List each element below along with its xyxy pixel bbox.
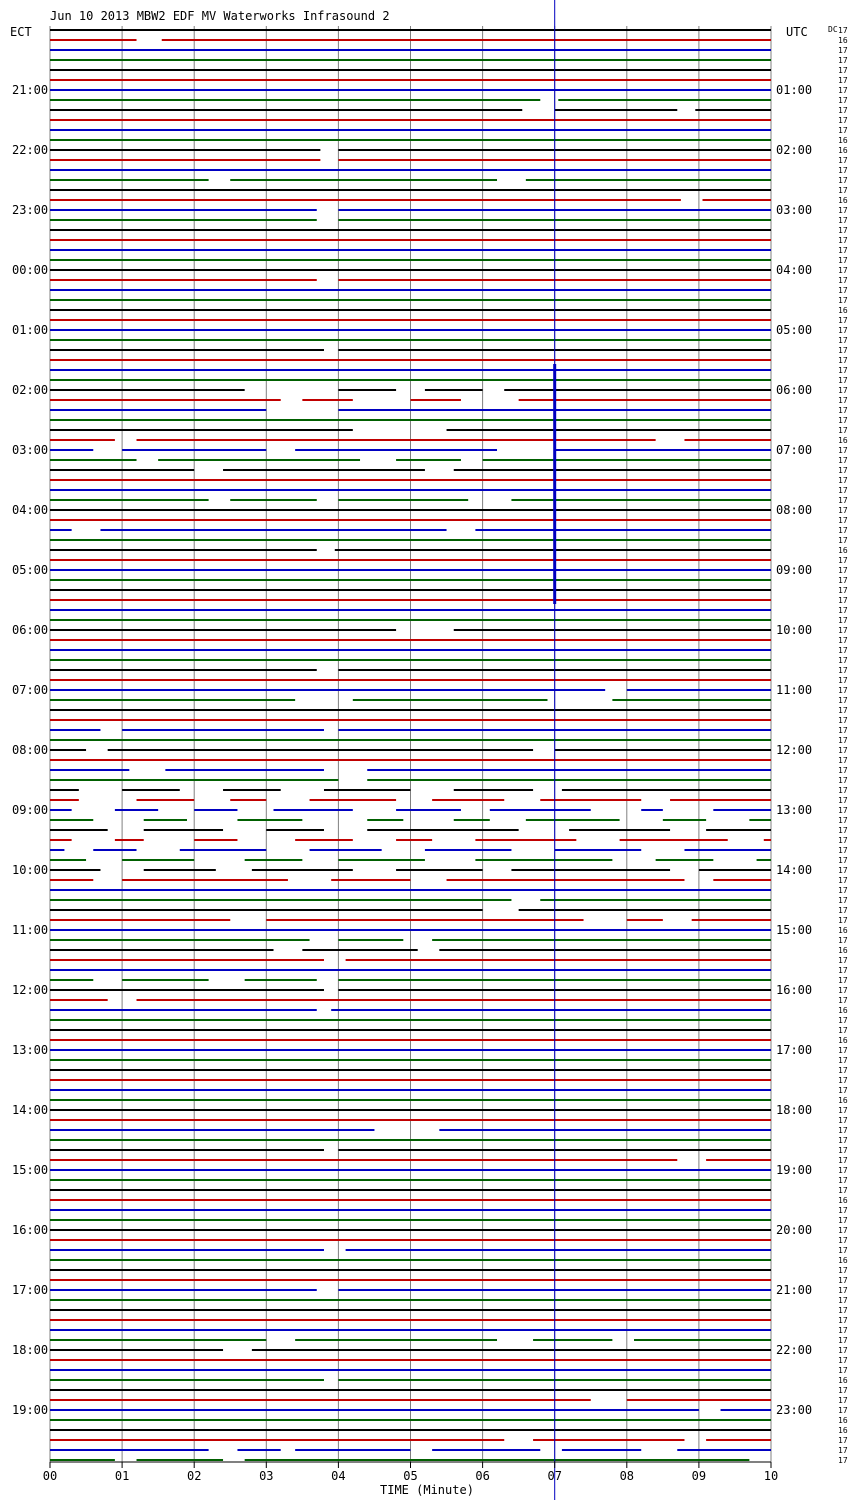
left-hour-labels xyxy=(12,83,48,1417)
dc-value: 16 xyxy=(838,146,848,155)
dc-value: 17 xyxy=(838,266,848,275)
dc-value: 17 xyxy=(838,1266,848,1275)
dc-value: 16 xyxy=(838,1096,848,1105)
dc-value: 17 xyxy=(838,1296,848,1305)
dc-value: 17 xyxy=(838,616,848,625)
left-hour-label: 08:00 xyxy=(12,743,49,757)
dc-value: 17 xyxy=(838,1066,848,1075)
dc-value: 17 xyxy=(838,1186,848,1195)
dc-value: 17 xyxy=(838,1316,848,1325)
dc-value: 17 xyxy=(838,366,848,375)
dc-value: 17 xyxy=(838,486,848,495)
dc-label: DC xyxy=(828,25,838,34)
dc-value: 17 xyxy=(838,596,848,605)
dc-value: 17 xyxy=(838,1396,848,1405)
minute-gridlines xyxy=(50,26,771,1462)
dc-value: 17 xyxy=(838,296,848,305)
dc-value: 17 xyxy=(838,956,848,965)
dc-value: 16 xyxy=(838,136,848,145)
left-hour-label: 21:00 xyxy=(12,83,49,97)
dc-value: 17 xyxy=(838,1276,848,1285)
dc-value: 17 xyxy=(838,216,848,225)
x-tick-label: 00 xyxy=(42,1469,58,1483)
right-hour-labels xyxy=(776,83,812,1417)
dc-value: 17 xyxy=(838,626,848,635)
dc-value: 17 xyxy=(838,606,848,615)
dc-value: 17 xyxy=(838,756,848,765)
dc-value: 17 xyxy=(838,536,848,545)
dc-value: 17 xyxy=(838,346,848,355)
left-hour-label: 02:00 xyxy=(12,383,49,397)
dc-value: 17 xyxy=(838,466,848,475)
dc-value: 17 xyxy=(838,186,848,195)
right-hour-label: 02:00 xyxy=(776,143,813,157)
dc-value: 17 xyxy=(838,286,848,295)
dc-value: 17 xyxy=(838,766,848,775)
dc-value: 17 xyxy=(838,836,848,845)
dc-value: 17 xyxy=(838,1216,848,1225)
right-hour-label: 16:00 xyxy=(776,983,813,997)
dc-value: 17 xyxy=(838,1086,848,1095)
dc-value: 16 xyxy=(838,1006,848,1015)
dc-value: 17 xyxy=(838,636,848,645)
dc-value: 16 xyxy=(838,36,848,45)
dc-value: 17 xyxy=(838,1286,848,1295)
dc-value: 17 xyxy=(838,316,848,325)
x-tick-label: 06 xyxy=(475,1469,490,1483)
left-hour-label: 11:00 xyxy=(12,923,49,937)
x-tick-label: 02 xyxy=(186,1469,202,1483)
x-tick-label: 07 xyxy=(547,1469,562,1483)
dc-value: 17 xyxy=(838,696,848,705)
right-hour-label: 11:00 xyxy=(776,683,813,697)
dc-value: 17 xyxy=(838,1236,848,1245)
dc-value: 17 xyxy=(838,1436,848,1445)
dc-value: 17 xyxy=(838,736,848,745)
right-hour-label: 21:00 xyxy=(776,1283,813,1297)
dc-value: 17 xyxy=(838,816,848,825)
dc-value: 17 xyxy=(838,566,848,575)
dc-value: 17 xyxy=(838,1116,848,1125)
dc-value: 17 xyxy=(838,806,848,815)
dc-value: 17 xyxy=(838,1076,848,1085)
dc-value: 17 xyxy=(838,986,848,995)
dc-value: 17 xyxy=(838,246,848,255)
left-hour-label: 07:00 xyxy=(12,683,49,697)
x-tick-label: 01 xyxy=(114,1469,130,1483)
left-hour-label: 18:00 xyxy=(12,1343,49,1357)
dc-value: 17 xyxy=(838,866,848,875)
right-hour-label: 05:00 xyxy=(776,323,813,337)
dc-value: 17 xyxy=(838,726,848,735)
dc-value: 16 xyxy=(838,1036,848,1045)
dc-value: 17 xyxy=(838,1056,848,1065)
left-hour-label: 13:00 xyxy=(12,1043,49,1057)
left-hour-label: 16:00 xyxy=(12,1223,49,1237)
dc-value: 17 xyxy=(838,556,848,565)
dc-value: 17 xyxy=(838,1336,848,1345)
dc-value: 17 xyxy=(838,456,848,465)
left-hour-label: 15:00 xyxy=(12,1163,49,1177)
left-hour-label: 01:00 xyxy=(12,323,49,337)
right-hour-label: 13:00 xyxy=(776,803,813,817)
dc-value: 17 xyxy=(838,906,848,915)
left-hour-label: 03:00 xyxy=(12,443,49,457)
dc-value: 17 xyxy=(838,966,848,975)
dc-value: 17 xyxy=(838,1156,848,1165)
dc-value: 17 xyxy=(838,1246,848,1255)
dc-value: 17 xyxy=(838,1456,848,1465)
dc-value: 16 xyxy=(838,196,848,205)
right-hour-label: 19:00 xyxy=(776,1163,813,1177)
dc-value: 17 xyxy=(838,1166,848,1175)
right-hour-label: 07:00 xyxy=(776,443,813,457)
dc-value: 17 xyxy=(838,1016,848,1025)
dc-value: 17 xyxy=(838,426,848,435)
dc-value: 17 xyxy=(838,1106,848,1115)
dc-value: 17 xyxy=(838,446,848,455)
dc-value: 17 xyxy=(838,1356,848,1365)
dc-value: 17 xyxy=(838,66,848,75)
dc-value: 17 xyxy=(838,996,848,1005)
dc-value: 17 xyxy=(838,476,848,485)
dc-value: 17 xyxy=(838,846,848,855)
dc-value: 17 xyxy=(838,916,848,925)
right-hour-label: 04:00 xyxy=(776,263,813,277)
dc-value: 17 xyxy=(838,116,848,125)
left-hour-label: 19:00 xyxy=(12,1403,49,1417)
right-hour-label: 18:00 xyxy=(776,1103,813,1117)
dc-value: 17 xyxy=(838,126,848,135)
left-hour-label: 12:00 xyxy=(12,983,49,997)
dc-value: 17 xyxy=(838,1366,848,1375)
left-hour-label: 05:00 xyxy=(12,563,49,577)
right-hour-label: 09:00 xyxy=(776,563,813,577)
dc-value: 17 xyxy=(838,976,848,985)
dc-value: 17 xyxy=(838,1326,848,1335)
dc-value: 16 xyxy=(838,1376,848,1385)
dc-value: 17 xyxy=(838,96,848,105)
dc-value: 17 xyxy=(838,786,848,795)
dc-value: 16 xyxy=(838,1416,848,1425)
dc-value: 16 xyxy=(838,1426,848,1435)
dc-value: 17 xyxy=(838,1046,848,1055)
dc-value: 17 xyxy=(838,656,848,665)
dc-value: 17 xyxy=(838,666,848,675)
dc-value: 17 xyxy=(838,576,848,585)
dc-value: 17 xyxy=(838,56,848,65)
dc-value: 16 xyxy=(838,926,848,935)
dc-value: 17 xyxy=(838,336,848,345)
dc-value: 17 xyxy=(838,1446,848,1455)
right-hour-label: 01:00 xyxy=(776,83,813,97)
dc-value: 17 xyxy=(838,376,848,385)
dc-value: 17 xyxy=(838,586,848,595)
x-axis-label: TIME (Minute) xyxy=(380,1483,474,1497)
dc-value: 17 xyxy=(838,1206,848,1215)
dc-value: 17 xyxy=(838,1386,848,1395)
x-tick-label: 05 xyxy=(403,1469,418,1483)
dc-value: 17 xyxy=(838,156,848,165)
left-hour-label: 23:00 xyxy=(12,203,49,217)
dc-value: 17 xyxy=(838,326,848,335)
right-hour-label: 08:00 xyxy=(776,503,813,517)
dc-value: 17 xyxy=(838,526,848,535)
dc-value: 17 xyxy=(838,646,848,655)
dc-value: 16 xyxy=(838,946,848,955)
dc-value: 17 xyxy=(838,796,848,805)
chart-title: Jun 10 2013 MBW2 EDF MV Waterworks Infrasound 2 xyxy=(50,9,390,23)
dc-value: 17 xyxy=(838,516,848,525)
left-hour-label: 14:00 xyxy=(12,1103,49,1117)
dc-value: 16 xyxy=(838,436,848,445)
left-axis-label: ECT xyxy=(10,25,32,39)
dc-value: 17 xyxy=(838,876,848,885)
right-hour-label: 14:00 xyxy=(776,863,813,877)
right-hour-label: 12:00 xyxy=(776,743,813,757)
x-tick-label: 08 xyxy=(619,1469,635,1483)
dc-value: 17 xyxy=(838,776,848,785)
dc-value: 17 xyxy=(838,26,848,35)
dc-value: 17 xyxy=(838,886,848,895)
left-hour-label: 00:00 xyxy=(12,263,49,277)
dc-value: 17 xyxy=(838,356,848,365)
dc-value: 17 xyxy=(838,386,848,395)
right-hour-label: 23:00 xyxy=(776,1403,813,1417)
right-axis-label: UTC xyxy=(786,25,808,39)
dc-value: 17 xyxy=(838,1346,848,1355)
x-tick-label: 03 xyxy=(259,1469,274,1483)
dc-value: 17 xyxy=(838,256,848,265)
dc-value: 17 xyxy=(838,1306,848,1315)
right-hour-label: 15:00 xyxy=(776,923,813,937)
dc-value: 17 xyxy=(838,706,848,715)
dc-value: 17 xyxy=(838,1026,848,1035)
left-hour-label: 09:00 xyxy=(12,803,49,817)
dc-value: 17 xyxy=(838,236,848,245)
dc-value: 16 xyxy=(838,1256,848,1265)
dc-value: 17 xyxy=(838,406,848,415)
dc-value: 17 xyxy=(838,176,848,185)
dc-value: 17 xyxy=(838,1226,848,1235)
dc-value: 17 xyxy=(838,746,848,755)
left-hour-label: 22:00 xyxy=(12,143,49,157)
dc-value: 17 xyxy=(838,276,848,285)
dc-value-labels xyxy=(838,26,848,1465)
right-hour-label: 10:00 xyxy=(776,623,813,637)
right-hour-label: 17:00 xyxy=(776,1043,813,1057)
dc-value: 17 xyxy=(838,1176,848,1185)
time-axis xyxy=(43,1462,778,1483)
dc-value: 17 xyxy=(838,166,848,175)
dc-value: 17 xyxy=(838,716,848,725)
left-hour-label: 04:00 xyxy=(12,503,49,517)
dc-value: 17 xyxy=(838,506,848,515)
right-hour-label: 20:00 xyxy=(776,1223,813,1237)
dc-value: 17 xyxy=(838,1406,848,1415)
dc-value: 17 xyxy=(838,1126,848,1135)
right-hour-label: 06:00 xyxy=(776,383,813,397)
right-hour-label: 03:00 xyxy=(776,203,813,217)
dc-value: 17 xyxy=(838,416,848,425)
dc-value: 16 xyxy=(838,546,848,555)
left-hour-label: 10:00 xyxy=(12,863,49,877)
dc-value: 17 xyxy=(838,206,848,215)
dc-value: 17 xyxy=(838,1136,848,1145)
dc-value: 16 xyxy=(838,306,848,315)
dc-value: 17 xyxy=(838,496,848,505)
dc-value: 17 xyxy=(838,676,848,685)
dc-value: 17 xyxy=(838,856,848,865)
dc-value: 17 xyxy=(838,226,848,235)
dc-value: 17 xyxy=(838,826,848,835)
dc-value: 17 xyxy=(838,106,848,115)
x-tick-label: 10 xyxy=(763,1469,779,1483)
dc-value: 17 xyxy=(838,686,848,695)
dc-value: 16 xyxy=(838,1196,848,1205)
left-hour-label: 06:00 xyxy=(12,623,49,637)
dc-value: 17 xyxy=(838,86,848,95)
dc-value: 17 xyxy=(838,1146,848,1155)
dc-value: 17 xyxy=(838,396,848,405)
dc-value: 17 xyxy=(838,46,848,55)
x-tick-label: 04 xyxy=(331,1469,346,1483)
dc-value: 17 xyxy=(838,896,848,905)
x-tick-label: 09 xyxy=(691,1469,707,1483)
dc-value: 17 xyxy=(838,936,848,945)
dc-value: 17 xyxy=(838,76,848,85)
left-hour-label: 17:00 xyxy=(12,1283,49,1297)
right-hour-label: 22:00 xyxy=(776,1343,813,1357)
